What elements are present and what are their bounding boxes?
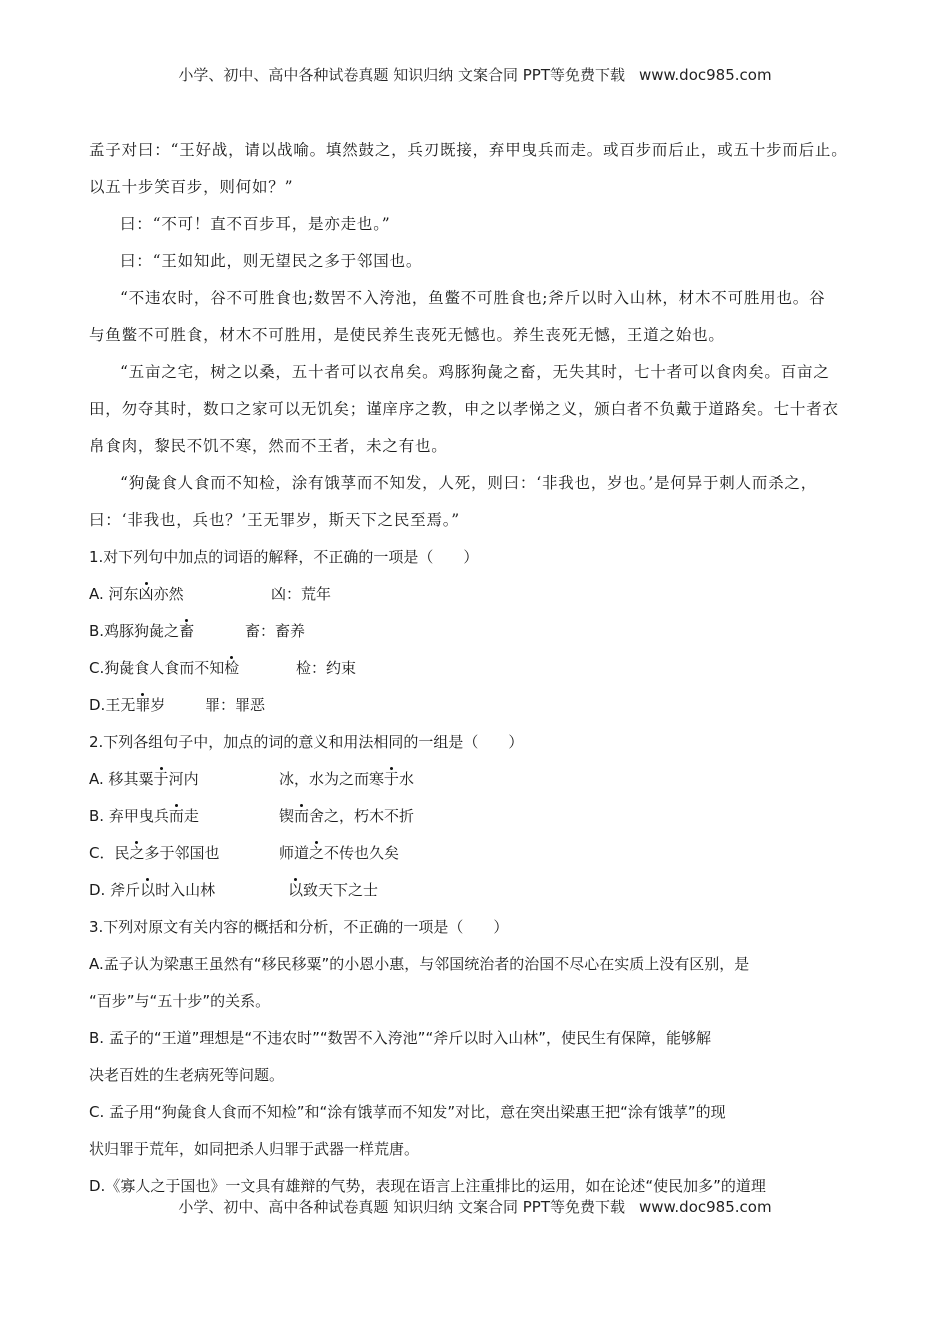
dotted-word: 凶 bbox=[139, 576, 154, 613]
option-gloss: 罪：罪恶 bbox=[205, 696, 266, 714]
option-text: A. 移其粟 bbox=[89, 770, 154, 788]
question-2-option-a bbox=[89, 761, 881, 798]
dotted-word: 而 bbox=[294, 798, 309, 835]
question-2-option-d bbox=[89, 872, 881, 909]
option-gloss: 检：约束 bbox=[296, 659, 357, 677]
option-gloss: 畜：畜养 bbox=[245, 622, 306, 640]
dotted-word: 罪 bbox=[135, 687, 150, 724]
dotted-word: 于 bbox=[384, 761, 399, 798]
option-text: B.鸡豚狗彘之 bbox=[89, 622, 180, 640]
header-text: 小学、初中、高中各种试卷真题 知识归纳 文案合同 PPT等免费下载 bbox=[178, 66, 625, 84]
option-text: D.王无 bbox=[89, 696, 136, 714]
question-2-stem: 2.下列各组句子中，加点的词的意义和用法相同的一组是（ ） bbox=[89, 733, 524, 751]
dotted-word: 以 bbox=[288, 872, 303, 909]
question-1-option-d bbox=[89, 687, 881, 724]
footer-site[interactable]: www.doc985.com bbox=[638, 1198, 772, 1216]
question-3-stem: 3.下列对原文有关内容的概括和分析，不正确的一项是（ ） bbox=[89, 918, 509, 936]
option-text: 多于邻国也 bbox=[144, 844, 220, 862]
option-text: 河内 bbox=[168, 770, 199, 788]
dotted-word: 之 bbox=[129, 835, 144, 872]
header-site[interactable]: www.doc985.com bbox=[638, 66, 772, 84]
passage-line: 田，勿夺其时，数口之家可以无饥矣；谨庠序之教，申之以孝悌之义，颁白者不负戴于道路矣。七十者衣 bbox=[89, 400, 839, 418]
passage-line: 以五十步笑百步，则何如？” bbox=[89, 178, 294, 196]
question-3-option-line: 决老百姓的生老病死等问题。 bbox=[89, 1066, 285, 1084]
question-3-option-line: 状归罪于荒年，如同把杀人归罪于武器一样荒唐。 bbox=[89, 1140, 420, 1158]
passage-line: “不违农时，谷不可胜食也;数罟不入洿池，鱼鳖不可胜食也;斧斤以时入山林，材木不可胜用也。谷 bbox=[120, 289, 826, 307]
footer-text: 小学、初中、高中各种试卷真题 知识归纳 文案合同 PPT等免费下载 bbox=[178, 1198, 625, 1216]
dotted-word: 之 bbox=[309, 835, 324, 872]
option-text: 亦然 bbox=[153, 585, 184, 603]
question-3-option-line: B. 孟子的“王道”理想是“不违农时”“数罟不入洿池”“斧斤以时入山林”，使民生有保障，能够解 bbox=[89, 1029, 711, 1047]
option-gloss: 凶：荒年 bbox=[271, 585, 332, 603]
passage-line: “狗彘食人食而不知检，涂有饿莩而不知发，人死，则曰：‘非我也，岁也。’是何异于刺人而杀之， bbox=[120, 474, 818, 492]
document-body bbox=[89, 132, 881, 1205]
option-text: 水 bbox=[399, 770, 415, 788]
page-header bbox=[0, 64, 950, 85]
dotted-word: 而 bbox=[169, 798, 184, 835]
option-text: A. 河东 bbox=[89, 585, 139, 603]
option-text: 岁 bbox=[150, 696, 166, 714]
option-text: D. 斧斤 bbox=[89, 881, 141, 899]
question-3-option-line: C. 孟子用“狗彘食人食而不知检”和“涂有饿莩而不知发”对比，意在突出梁惠王把“涂有饿莩”的现 bbox=[89, 1103, 726, 1121]
question-1-option-b bbox=[89, 613, 881, 650]
dotted-word: 检 bbox=[224, 650, 239, 687]
option-text: 不传也久矣 bbox=[324, 844, 400, 862]
question-3-option-line: A.孟子认为梁惠王虽然有“移民移粟”的小恩小惠，与邻国统治者的治国不尽心在实质上没有区别，是 bbox=[89, 955, 750, 973]
passage-line: 与鱼鳖不可胜食，材木不可胜用，是使民养生丧死无憾也。养生丧死无憾，王道之始也。 bbox=[89, 326, 725, 344]
dotted-word: 于 bbox=[154, 761, 169, 798]
passage-line: 曰：“王如知此，则无望民之多于邻国也。 bbox=[120, 252, 423, 270]
question-3-option-line: “百步”与“五十步”的关系。 bbox=[89, 992, 271, 1010]
option-text: 舍之，朽木不折 bbox=[309, 807, 415, 825]
passage-line: 曰：‘非我也，兵也？’王无罪岁，斯天下之民至焉。” bbox=[89, 511, 461, 529]
option-text: 致天下之士 bbox=[303, 881, 379, 899]
option-text: C．民 bbox=[89, 844, 130, 862]
dotted-word: 以 bbox=[140, 872, 155, 909]
page-footer bbox=[0, 1196, 950, 1217]
option-text: 师道 bbox=[279, 844, 310, 862]
question-3-option-line: D.《寡人之于国也》一文具有雄辩的气势，表现在语言上注重排比的运用，如在论述“使民加多”的道理 bbox=[89, 1177, 766, 1195]
question-1-option-c bbox=[89, 650, 881, 687]
option-text: 锲 bbox=[279, 807, 295, 825]
option-text: 走 bbox=[183, 807, 199, 825]
question-2-option-b bbox=[89, 798, 881, 835]
passage-line: 孟子对曰：“王好战，请以战喻。填然鼓之，兵刃既接，弃甲曳兵而走。或百步而后止，或五十步而后止。 bbox=[89, 141, 848, 159]
passage-line: 曰：“不可！直不百步耳，是亦走也。” bbox=[120, 215, 391, 233]
question-2-option-c bbox=[89, 835, 881, 872]
passage-line: 帛食肉，黎民不饥不寒，然而不王者，未之有也。 bbox=[89, 437, 448, 455]
question-1-stem: 1.对下列句中加点的词语的解释，不正确的一项是（ ） bbox=[89, 548, 479, 566]
option-text: B. 弃甲曳兵 bbox=[89, 807, 169, 825]
option-text: 时入山林 bbox=[155, 881, 216, 899]
passage-line: “五亩之宅，树之以桑，五十者可以衣帛矣。鸡豚狗彘之畜，无失其时，七十者可以食肉矣。百亩之 bbox=[120, 363, 830, 381]
question-1-option-a bbox=[89, 576, 881, 613]
dotted-word: 畜 bbox=[179, 613, 194, 650]
option-text: C.狗彘食人食而不知 bbox=[89, 659, 225, 677]
option-text: 冰，水为之而寒 bbox=[279, 770, 385, 788]
